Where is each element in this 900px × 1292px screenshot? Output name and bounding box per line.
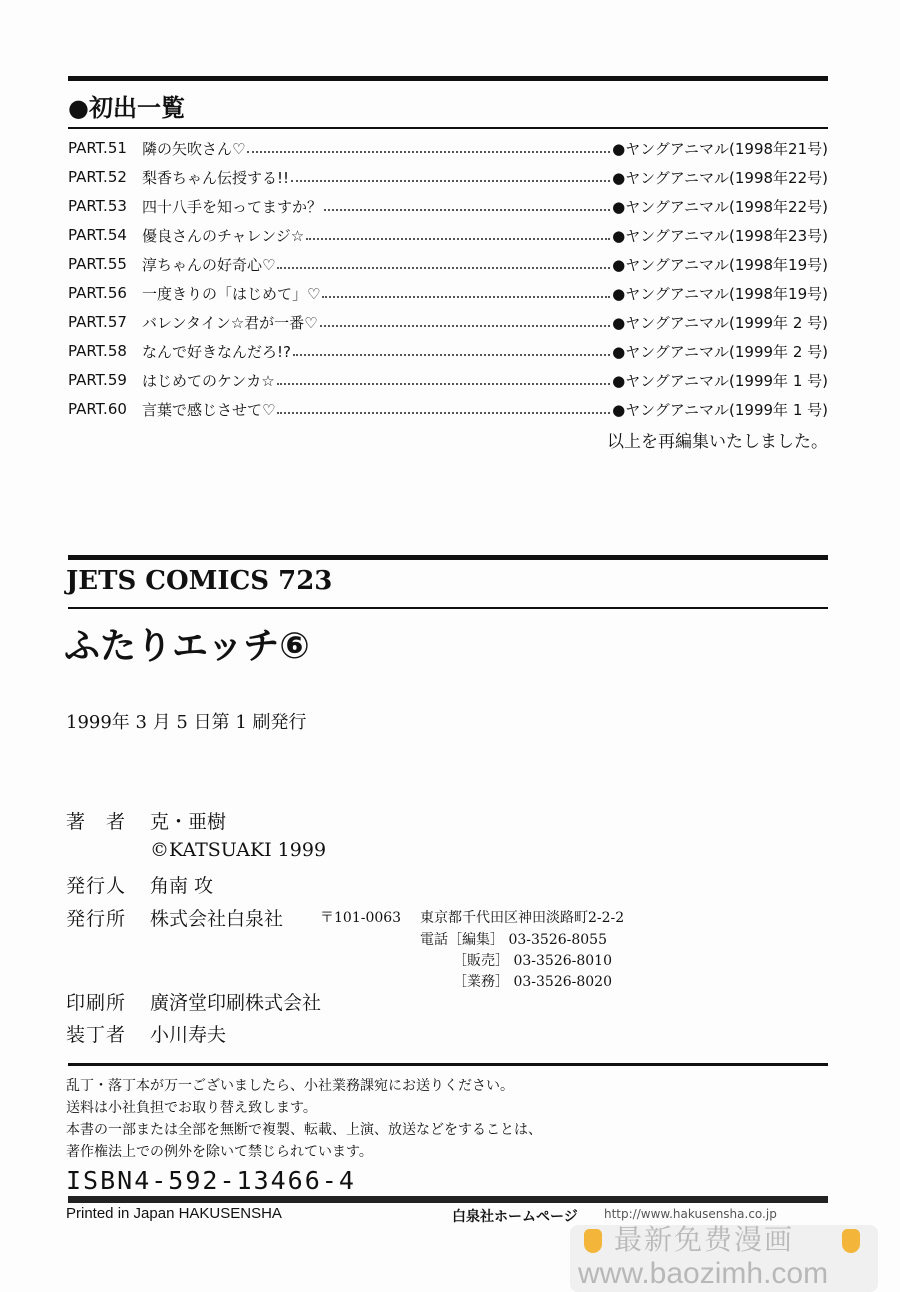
leader-dots (293, 354, 610, 356)
part-number: PART.60 (68, 400, 127, 418)
first-appearance-heading: ●初出一覧 (68, 94, 185, 122)
source-magazine: ●ヤングアニマル(1998年19号) (612, 284, 828, 303)
notice-line: 本書の一部または全部を無断で複製、転載、上演、放送などをすることは、 (66, 1122, 542, 1138)
watermark-line2: www.baozimh.com (578, 1257, 829, 1290)
source-magazine: ●ヤングアニマル(1998年22号) (612, 168, 828, 187)
source-magazine: ●ヤングアニマル(1999年 2 号) (612, 313, 828, 332)
phone-business (453, 971, 612, 991)
part-number: PART.56 (68, 284, 127, 302)
chapter-title: 言葉で感じさせて♡ (142, 400, 276, 419)
author: 克・亜樹 (150, 811, 227, 833)
publisher: 株式会社白泉社 (150, 908, 284, 930)
source-magazine: ●ヤングアニマル(1998年22号) (612, 197, 828, 216)
leader-dots (291, 180, 610, 182)
list-item (68, 137, 828, 159)
footnote: 以上を再編集いたしました。 (607, 432, 828, 452)
designer: 小川寿夫 (150, 1024, 227, 1046)
notice-line: 著作権法上での例外を除いて禁じられています。 (66, 1144, 373, 1160)
leader-dots (247, 151, 610, 153)
list-item (68, 282, 828, 304)
part-number: PART.53 (68, 197, 127, 215)
author-label: 著 者 (66, 811, 127, 833)
chapter-title: 梨香ちゃん伝授する!! (142, 168, 290, 187)
leader-dots (324, 209, 610, 211)
phone-label: ［販売］ (453, 953, 509, 969)
list-item (68, 311, 828, 333)
homepage-label: 白泉社ホームページ (452, 1209, 578, 1225)
leader-dots (320, 325, 611, 327)
source-magazine: ●ヤングアニマル(1999年 2 号) (612, 342, 828, 361)
postal-code: 〒101-0063 (320, 910, 402, 926)
phone-label: ［業務］ (453, 974, 509, 990)
source-magazine: ●ヤングアニマル(1999年 1 号) (612, 371, 828, 390)
series-label: JETS COMICS 723 (66, 566, 333, 596)
watermark (570, 1225, 878, 1292)
phone-label: 電話［編集］ (420, 932, 504, 948)
part-number: PART.51 (68, 139, 127, 157)
list-item (68, 166, 828, 188)
pointing-hand-icon (842, 1229, 860, 1253)
chapter-title: 四十八手を知ってますか？ (142, 197, 323, 216)
part-number: PART.57 (68, 313, 127, 331)
chapter-title: 隣の矢吹さん♡ (142, 139, 246, 158)
leader-dots (322, 296, 610, 298)
phone-editorial (420, 929, 607, 949)
publish-date: 1999年 3 月 5 日第 1 刷発行 (66, 712, 307, 733)
list-item (68, 195, 828, 217)
series-rule (68, 607, 828, 609)
notice-line: 乱丁・落丁本が万一ございましたら、小社業務課宛にお送りください。 (66, 1078, 514, 1094)
chapter-title: 淳ちゃんの好奇心♡ (142, 255, 276, 274)
section-rule (68, 555, 828, 560)
top-rule (68, 76, 828, 81)
isbn-bar (68, 1196, 828, 1203)
printer-label: 印刷所 (66, 992, 127, 1014)
phone-number: 03-3526-8010 (513, 953, 612, 969)
homepage-url[interactable]: http://www.hakusensha.co.jp (604, 1207, 777, 1221)
source-magazine: ●ヤングアニマル(1998年21号) (612, 139, 828, 158)
isbn: ISBN4-592-13466-4 (66, 1166, 356, 1195)
chapter-title: 一度きりの「はじめて」♡ (142, 284, 321, 303)
chapter-title: なんで好きなんだろ!? (142, 342, 291, 361)
publisher-person: 角南 攻 (150, 875, 214, 897)
list-item (68, 340, 828, 362)
part-number: PART.59 (68, 371, 127, 389)
leader-dots (277, 412, 610, 414)
leader-dots (277, 383, 610, 385)
part-number: PART.55 (68, 255, 127, 273)
part-number: PART.58 (68, 342, 127, 360)
list-item (68, 253, 828, 275)
phone-sales (453, 950, 612, 970)
source-magazine: ●ヤングアニマル(1998年19号) (612, 255, 828, 274)
leader-dots (277, 267, 610, 269)
printer: 廣済堂印刷株式会社 (150, 992, 322, 1014)
notice-rule (68, 1063, 828, 1066)
list-item (68, 398, 828, 420)
phone-number: 03-3526-8020 (513, 974, 612, 990)
part-number: PART.54 (68, 226, 127, 244)
list-item (68, 369, 828, 391)
source-magazine: ●ヤングアニマル(1998年23号) (612, 226, 828, 245)
watermark-line1: 最新免费漫画 (614, 1223, 795, 1256)
printed-in: Printed in Japan HAKUSENSHA (66, 1205, 282, 1222)
list-item (68, 224, 828, 246)
publisher-person-label: 発行人 (66, 875, 127, 897)
notice-line: 送料は小社負担でお取り替え致します。 (66, 1100, 317, 1116)
leader-dots (306, 238, 610, 240)
pointing-hand-icon (584, 1229, 602, 1253)
book-title: ふたりエッチ⑥ (64, 626, 310, 667)
designer-label: 装丁者 (66, 1024, 127, 1046)
source-magazine: ●ヤングアニマル(1999年 1 号) (612, 400, 828, 419)
publisher-label: 発行所 (66, 908, 127, 930)
copyright: ©KATSUAKI 1999 (150, 839, 327, 861)
chapter-title: はじめてのケンカ☆ (142, 371, 275, 390)
chapter-title: バレンタイン☆君が一番♡ (142, 313, 318, 332)
chapter-title: 優良さんのチャレンジ☆ (142, 226, 305, 245)
phone-number: 03-3526-8055 (508, 932, 607, 948)
heading-rule (68, 127, 828, 129)
address: 東京都千代田区神田淡路町2-2-2 (420, 910, 625, 926)
part-number: PART.52 (68, 168, 127, 186)
